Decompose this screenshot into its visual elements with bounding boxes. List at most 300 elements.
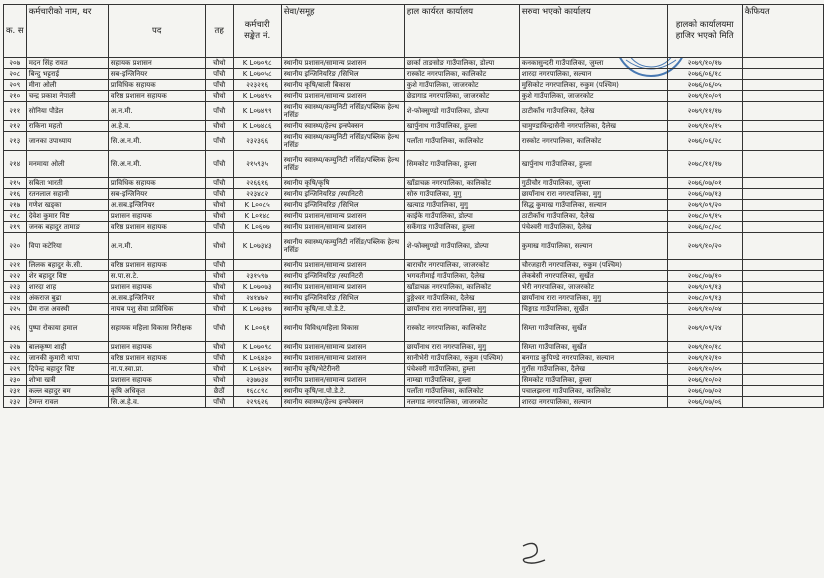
transfer-office-cell: छायाँनाथ रारा नगरपालिका, मुगु (519, 189, 667, 200)
post-cell: नायब पशु सेवा प्राविधिक (108, 304, 205, 315)
sn-cell: २२८ (4, 353, 27, 364)
post-cell: अ.न.मी. (108, 233, 205, 260)
remarks-cell (742, 342, 823, 353)
symbol-cell: K L०१४८ (233, 211, 281, 222)
sn-cell: २२३ (4, 282, 27, 293)
symbol-cell: K L०६४२५ (233, 364, 281, 375)
post-cell: सब-इन्जिनियर (108, 189, 205, 200)
level-cell: चौथो (205, 282, 233, 293)
name-cell: मदन सिंह रावत (26, 58, 108, 69)
current-office-cell: खाँडाचक्र नगरपालिका, कालिकोट (404, 282, 519, 293)
current-office-cell: कुशे गाउँपालिका, जाजरकोट (404, 80, 519, 91)
sn-cell: २२० (4, 233, 27, 260)
current-office-cell: छायाँनाथ रारा नगरपालिका, मुगु (404, 342, 519, 353)
join-date-cell: २०७६/०६/१८ (667, 69, 742, 80)
symbol-cell: K L०७०५८ (233, 69, 281, 80)
current-office-cell: छेडागाड नगरपालिका, जाजरकोट (404, 91, 519, 102)
join-date-cell: २०७९/१०/१५ (667, 121, 742, 132)
name-cell: कल्ल बहादुर बम (26, 386, 108, 397)
name-cell: पुष्पा रोकाया हमाल (26, 315, 108, 342)
sn-cell: २१४ (4, 151, 27, 178)
symbol-cell: K L०७४९९ (233, 102, 281, 121)
service-cell: स्थानीय प्रशासन/सामान्य प्रशासन (281, 342, 404, 353)
symbol-cell: K L०७०७३ (233, 282, 281, 293)
join-date-cell: २०७९/०९/१३ (667, 282, 742, 293)
post-cell: ना.प.स्वा.प्रा. (108, 364, 205, 375)
join-date-cell: २०७९/१०/०५ (667, 364, 742, 375)
service-cell: स्थानीय स्वास्थ्य/हेल्थ इन्स्पेक्सन (281, 121, 404, 132)
post-cell: अ.न.मी. (108, 102, 205, 121)
join-date-cell: २०७८/०९/१५ (667, 211, 742, 222)
symbol-cell: २२३२१६ (233, 80, 281, 91)
remarks-cell (742, 386, 823, 397)
current-office-cell: बाराचौर नगरपालिका, जाजरकोट (404, 260, 519, 271)
post-cell: प्राविधिक सहायक (108, 80, 205, 91)
remarks-cell (742, 91, 823, 102)
level-cell: चौथो (205, 91, 233, 102)
service-cell: स्थानीय कृषि/ना.पो.डे.टे. (281, 304, 404, 315)
symbol-cell: १६८८९८ (233, 386, 281, 397)
transfer-office-cell: रास्कोट नगरपालिका, कालिकोट (519, 132, 667, 151)
table-row (4, 386, 824, 397)
remarks-cell (742, 58, 823, 69)
service-cell: स्थानीय कृषि/कृषि (281, 178, 404, 189)
sn-cell: २२१ (4, 260, 27, 271)
table-row (4, 353, 824, 364)
level-cell: पाँचौ (205, 397, 233, 408)
transfer-office-cell: शारदा नगरपालिका, सल्यान (519, 69, 667, 80)
level-cell: पाँचौ (205, 132, 233, 151)
level-cell: चौथो (205, 121, 233, 132)
name-cell: रतनलाल सहानी (26, 189, 108, 200)
transfer-office-cell: पचालझरना गाउँपालिका, कालिकोट (519, 386, 667, 397)
post-cell: प्रशासन सहायक (108, 282, 205, 293)
name-cell: शेर बहादुर विष्ट (26, 271, 108, 282)
level-cell: पाँचौ (205, 315, 233, 342)
post-cell: वरिष्ठ प्रशासन सहायक (108, 260, 205, 271)
remarks-cell (742, 211, 823, 222)
transfer-office-cell: सिद्ध कुमाख गाउँपालिका, सल्यान (519, 200, 667, 211)
header-join-date: हालको कार्यालयमा हाजिर भएको मिति (667, 5, 742, 58)
current-office-cell: डुङ्गेश्वर गाउँपालिका, दैलेख (404, 293, 519, 304)
transfer-office-cell: खार्पुनाथ गाउँपालिका, हुम्ला (519, 151, 667, 178)
post-cell: अ.सब.इन्जिनियर (108, 293, 205, 304)
sn-cell: २१५ (4, 178, 27, 189)
header-level: तह (205, 5, 233, 58)
remarks-cell (742, 271, 823, 282)
symbol-cell: K L०७४८६ (233, 121, 281, 132)
service-cell: स्थानीय प्रशासन/सामान्य प्रशासन (281, 91, 404, 102)
level-cell: पाँचौ (205, 69, 233, 80)
remarks-cell (742, 102, 823, 121)
table-row (4, 132, 824, 151)
current-office-cell: नलगाड नगरपालिका, जाजरकोट (404, 397, 519, 408)
name-cell: अंकराज बुढा (26, 293, 108, 304)
transfer-office-cell: कुमाख गाउँपालिका, सल्यान (519, 233, 667, 260)
join-date-cell: २०७९/१०/१७ (667, 58, 742, 69)
current-office-cell: छार्का ताङसोङ गाउँपालिका, डोल्पा (404, 58, 519, 69)
table-row (4, 58, 824, 69)
sn-cell: २१२ (4, 121, 27, 132)
post-cell: प्रशासन सहायक (108, 342, 205, 353)
symbol-cell: K L००८५ (233, 200, 281, 211)
sn-cell: २१७ (4, 200, 27, 211)
service-cell: स्थानीय कृषि/भेटेरीनरी (281, 364, 404, 375)
level-cell: चौथो (205, 342, 233, 353)
remarks-cell (742, 375, 823, 386)
remarks-cell (742, 353, 823, 364)
level-cell: चौथो (205, 304, 233, 315)
symbol-cell: K L०७३४३ (233, 233, 281, 260)
signature (515, 538, 555, 566)
service-cell: स्थानीय प्रशासन/सामान्य प्रशासन (281, 375, 404, 386)
current-office-cell: खाँडाचक्र नगरपालिका, कालिकोट (404, 178, 519, 189)
service-cell: स्थानीय इन्जिनियरिङ /स्यानिटरी (281, 189, 404, 200)
transfer-table (3, 4, 824, 408)
join-date-cell: २०७९/०९/२० (667, 200, 742, 211)
post-cell: सहायक महिला विकास निरीक्षक (108, 315, 205, 342)
header-row (4, 5, 824, 58)
current-office-cell: काईके गाउँपालिका, डोल्पा (404, 211, 519, 222)
service-cell: स्थानीय इन्जिनियरिङ /स्यानिटरी (281, 271, 404, 282)
join-date-cell: २०७८/०९/१३ (667, 293, 742, 304)
symbol-cell: K L०६४३० (233, 353, 281, 364)
sn-cell: २१३ (4, 132, 27, 151)
header-service: सेवा/समूह (281, 5, 404, 58)
remarks-cell (742, 69, 823, 80)
transfer-office-cell: भेरी नगरपालिका, जाजरकोट (519, 282, 667, 293)
level-cell: चौथो (205, 364, 233, 375)
level-cell: पाँचौ (205, 80, 233, 91)
current-office-cell: रास्कोट नगरपालिका, कालिकोट (404, 69, 519, 80)
remarks-cell (742, 178, 823, 189)
current-office-cell: पलाँता गाउँपालिका, कालिकोट (404, 132, 519, 151)
sn-cell: २२९ (4, 364, 27, 375)
sn-cell: २१९ (4, 222, 27, 233)
transfer-office-cell: बनगाड कुपिण्डे नगरपालिका, सल्यान (519, 353, 667, 364)
sn-cell: २१८ (4, 211, 27, 222)
name-cell: जानकी कुमारी थापा (26, 353, 108, 364)
symbol-cell: २३१५९७ (233, 271, 281, 282)
table-row (4, 80, 824, 91)
service-cell: स्थानीय प्रशासन/सामान्य प्रशासन (281, 211, 404, 222)
table-row (4, 260, 824, 271)
transfer-office-cell: कुशे गाउँपालिका, जाजरकोट (519, 91, 667, 102)
remarks-cell (742, 293, 823, 304)
post-cell: वरिष्ठ प्रशासन सहायक (108, 91, 205, 102)
service-cell: स्थानीय इन्जिनियरिङ /सिभिल (281, 200, 404, 211)
name-cell: बालकृष्ण शाही (26, 342, 108, 353)
header-symbol: कर्मचारी सङ्केत नं. (233, 5, 281, 58)
current-office-cell: सिमकोट गाउँपालिका, हुम्ला (404, 151, 519, 178)
post-cell: कृषि अधिकृत (108, 386, 205, 397)
sn-cell: २११ (4, 102, 27, 121)
table-row (4, 211, 824, 222)
transfer-office-cell: सिमकोट गाउँपालिका, हुम्ला (519, 375, 667, 386)
current-office-cell: छायाँनाथ रारा नगरपालिका, मुगु (404, 304, 519, 315)
table-row (4, 189, 824, 200)
join-date-cell: २०७६/०६/२८ (667, 132, 742, 151)
post-cell: सि.अ.न.मी. (108, 132, 205, 151)
service-cell: स्थानीय स्वास्थ्य/कम्युनिटी नर्सिङ/पब्लिक हेल्थ नर्सिङ (281, 151, 404, 178)
transfer-office-cell: गुठीचौर गाउँपालिका, जुम्ला (519, 178, 667, 189)
symbol-cell: २३७७३४ (233, 375, 281, 386)
remarks-cell (742, 222, 823, 233)
level-cell: पाँचौ (205, 222, 233, 233)
service-cell: स्थानीय स्वास्थ्य/हेल्थ इन्स्पेक्सन (281, 397, 404, 408)
symbol-cell: २१५९३५ (233, 151, 281, 178)
symbol-cell: K L०७०९८ (233, 58, 281, 69)
remarks-cell (742, 282, 823, 293)
name-cell: दिपेन्द्र बहादुर विष्ट (26, 364, 108, 375)
join-date-cell: २०७९/०९/२४ (667, 315, 742, 342)
level-cell: चौथो (205, 200, 233, 211)
post-cell: अ.सब.इन्जिनियर (108, 200, 205, 211)
transfer-office-cell: चामुण्डाविन्द्रासैनी नगरपालिका, दैलेख (519, 121, 667, 132)
name-cell: सोनिया पौडेल (26, 102, 108, 121)
level-cell: चौथो (205, 58, 233, 69)
name-cell: राकिना महतो (26, 121, 108, 132)
table-row (4, 271, 824, 282)
transfer-office-cell: चौरजहारी नगरपालिका, रुकुम (पश्चिम) (519, 260, 667, 271)
sn-cell: २१० (4, 91, 27, 102)
post-cell: प्रशासन सहायक (108, 375, 205, 386)
table-row (4, 121, 824, 132)
remarks-cell (742, 397, 823, 408)
table-row (4, 102, 824, 121)
level-cell: पाँचौ (205, 353, 233, 364)
transfer-office-cell: मुसिकोट नगरपालिका, रुकुम (पश्चिम) (519, 80, 667, 91)
transfer-office-cell: सिम्ता गाउँपालिका, सुर्खेत (519, 342, 667, 353)
table-row (4, 178, 824, 189)
sn-cell: २२६ (4, 315, 27, 342)
sn-cell: २०९ (4, 80, 27, 91)
sn-cell: २३० (4, 375, 27, 386)
post-cell: प्रशासन सहायक (108, 211, 205, 222)
header-sn: क. स (4, 5, 27, 58)
header-name: कर्मचारीको नाम, थर (26, 5, 108, 58)
symbol-cell: K L०७३१७ (233, 304, 281, 315)
table-row (4, 375, 824, 386)
symbol-cell: २२३४८२ (233, 189, 281, 200)
join-date-cell: २०७९/१०/०४ (667, 304, 742, 315)
current-office-cell: रास्कोट नगरपालिका, कालिकोट (404, 315, 519, 342)
sn-cell: २३१ (4, 386, 27, 397)
service-cell: स्थानीय प्रशासन/सामान्य प्रशासन (281, 260, 404, 271)
symbol-cell: २२९६२६ (233, 397, 281, 408)
remarks-cell (742, 151, 823, 178)
remarks-cell (742, 364, 823, 375)
remarks-cell (742, 80, 823, 91)
name-cell: लिलक बहादुर के.सी. (26, 260, 108, 271)
table-row (4, 69, 824, 80)
name-cell: देवेश कुमार विष्ट (26, 211, 108, 222)
remarks-cell (742, 200, 823, 211)
remarks-cell (742, 189, 823, 200)
post-cell: प्राविधिक सहायक (108, 178, 205, 189)
sn-cell: २१६ (4, 189, 27, 200)
table-row (4, 342, 824, 353)
header-remarks: कैफियत (742, 5, 823, 58)
sn-cell: २०८ (4, 69, 27, 80)
join-date-cell: २०७९/१०/०९ (667, 91, 742, 102)
post-cell: वरिष्ठ प्रशासन सहायक (108, 353, 205, 364)
current-office-cell: शे-फोक्सुण्डो गाउँपालिका, डोल्पा (404, 233, 519, 260)
symbol-cell: K L०६०७ (233, 222, 281, 233)
service-cell: स्थानीय इन्जिनियरिङ /सिभिल (281, 293, 404, 304)
current-office-cell: सर्केगाड गाउँपालिका, हुम्ला (404, 222, 519, 233)
table-row (4, 304, 824, 315)
service-cell: स्थानीय प्रशासन/सामान्य प्रशासन (281, 222, 404, 233)
name-cell: जानका उपाध्याय (26, 132, 108, 151)
current-office-cell: पंचेश्वरी गाउँपालिका, हुम्ला (404, 364, 519, 375)
name-cell: विपा कटेरिया (26, 233, 108, 260)
current-office-cell: भगवतीमाई गाउँपालिका, दैलेख (404, 271, 519, 282)
symbol-cell: K L००६१ (233, 315, 281, 342)
transfer-office-cell: चिङ्गाड गाउँपालिका, सुर्खेत (519, 304, 667, 315)
transfer-office-cell: शारदा नगरपालिका, सल्यान (519, 397, 667, 408)
join-date-cell: २०७९/१२/१० (667, 353, 742, 364)
transfer-office-cell: सिम्ता गाउँपालिका, सुर्खेत (519, 315, 667, 342)
table-body (4, 58, 824, 408)
name-cell: चन्द्र प्रकाश नेपाली (26, 91, 108, 102)
join-date-cell (667, 260, 742, 271)
join-date-cell: २०७८/११/१७ (667, 151, 742, 178)
join-date-cell: २०७६/०८/०८ (667, 222, 742, 233)
level-cell: पाँचौ (205, 189, 233, 200)
remarks-cell (742, 260, 823, 271)
current-office-cell: खत्याड गाउँपालिका, मुगु (404, 200, 519, 211)
sn-cell: २०७ (4, 58, 27, 69)
sn-cell: २२७ (4, 342, 27, 353)
sn-cell: २२४ (4, 293, 27, 304)
transfer-office-cell: गुराँस गाउँपालिका, दैलेख (519, 364, 667, 375)
post-cell: सि.अ.न.मी. (108, 151, 205, 178)
sn-cell: २३२ (4, 397, 27, 408)
join-date-cell: २०७९/११/१७ (667, 102, 742, 121)
symbol-cell: K L०७०९८ (233, 342, 281, 353)
remarks-cell (742, 233, 823, 260)
current-office-cell: सोरु गाउँपालिका, मुगु (404, 189, 519, 200)
sn-cell: २२५ (4, 304, 27, 315)
transfer-office-cell: कनकासुन्दरी गाउँपालिका, जुम्ला (519, 58, 667, 69)
post-cell: अ.हे.व. (108, 121, 205, 132)
table-row (4, 293, 824, 304)
name-cell: मीना ओली (26, 80, 108, 91)
post-cell: स.पा.स.टे. (108, 271, 205, 282)
current-office-cell: पलाँता गाउँपालिका, कालिकोट (404, 386, 519, 397)
table-row (4, 222, 824, 233)
level-cell: पाँचौ (205, 178, 233, 189)
table-row (4, 364, 824, 375)
symbol-cell (233, 260, 281, 271)
current-office-cell: शे-फोक्सुण्डो गाउँपालिका, डोल्पा (404, 102, 519, 121)
transfer-office-cell: लेकबेसी नगरपालिका, सुर्खेत (519, 271, 667, 282)
post-cell: सब-इन्जिनियर (108, 69, 205, 80)
table-row (4, 233, 824, 260)
name-cell: गणेश खड्का (26, 200, 108, 211)
post-cell: वरिष्ठ प्रशासन सहायक (108, 222, 205, 233)
join-date-cell: २०७९/१०/१८ (667, 342, 742, 353)
symbol-cell: K L०७४९५ (233, 91, 281, 102)
service-cell: स्थानीय स्वास्थ्य/कम्युनिटी नर्सिङ/पब्लिक हेल्थ नर्सिङ (281, 132, 404, 151)
level-cell: चौथो (205, 293, 233, 304)
table-row (4, 151, 824, 178)
sn-cell: २२२ (4, 271, 27, 282)
level-cell: पाँचौ (205, 151, 233, 178)
name-cell: जनक बहादुर तामाङ (26, 222, 108, 233)
remarks-cell (742, 132, 823, 151)
service-cell: स्थानीय स्वास्थ्य/कम्युनिटी नर्सिङ/पब्लिक हेल्थ नर्सिङ (281, 233, 404, 260)
header-transfer-office: सरुवा भएको कार्यालय (519, 5, 667, 58)
remarks-cell (742, 315, 823, 342)
name-cell: शारदा शाह (26, 282, 108, 293)
name-cell: बिन्दु भट्टराई (26, 69, 108, 80)
symbol-cell: २३२३६६ (233, 132, 281, 151)
name-cell: प्रेम राज अवस्थी (26, 304, 108, 315)
level-cell: चौथो (205, 375, 233, 386)
post-cell: सि.अ.हे.व. (108, 397, 205, 408)
table-row (4, 315, 824, 342)
table-row (4, 91, 824, 102)
transfer-office-cell: ठाटीकाँध गाउँपालिका, दैलेख (519, 102, 667, 121)
level-cell: चौथो (205, 233, 233, 260)
current-office-cell: सानीभेरी गाउँपालिका, रुकुम (पश्चिम) (404, 353, 519, 364)
name-cell: सबिता भारती (26, 178, 108, 189)
post-cell: सहायक प्रशासन (108, 58, 205, 69)
remarks-cell (742, 304, 823, 315)
join-date-cell: २०७६/०७/०६ (667, 397, 742, 408)
remarks-cell (742, 121, 823, 132)
header-current-office: हाल कार्यरत कार्यालय (404, 5, 519, 58)
service-cell: स्थानीय प्रशासन/सामान्य प्रशासन (281, 353, 404, 364)
level-cell: पाँचौ (205, 260, 233, 271)
join-date-cell: २०७९/१०/२० (667, 233, 742, 260)
join-date-cell: २०७६/०६/०५ (667, 80, 742, 91)
table-row (4, 282, 824, 293)
current-office-cell: नाम्खा गाउँपालिका, हुम्ला (404, 375, 519, 386)
service-cell: स्थानीय विविध/महिला विकास (281, 315, 404, 342)
service-cell: स्थानीय कृषि/ना.पो.डे.टे. (281, 386, 404, 397)
transfer-office-cell: छायाँनाथ रारा नगरपालिका, मुगु (519, 293, 667, 304)
name-cell: शोभा खत्री (26, 375, 108, 386)
join-date-cell: २०७६/१०/०२ (667, 375, 742, 386)
join-date-cell: २०७६/०७/०१ (667, 178, 742, 189)
symbol-cell: २४१४७२ (233, 293, 281, 304)
name-cell: मनमाया ओली (26, 151, 108, 178)
join-date-cell: २०७६/०७/०२ (667, 386, 742, 397)
symbol-cell: २२६६१६ (233, 178, 281, 189)
service-cell: स्थानीय प्रशासन/सामान्य प्रशासन (281, 58, 404, 69)
current-office-cell: खार्पुनाथ गाउँपालिका, हुम्ला (404, 121, 519, 132)
table-row (4, 397, 824, 408)
service-cell: स्थानीय स्वास्थ्य/कम्युनिटी नर्सिङ/पब्लिक हेल्थ नर्सिङ (281, 102, 404, 121)
level-cell: चौथो (205, 271, 233, 282)
join-date-cell: २०७६/०७/१३ (667, 189, 742, 200)
level-cell: पाँचौ (205, 102, 233, 121)
service-cell: स्थानीय कृषि/बाली बिकास (281, 80, 404, 91)
service-cell: स्थानीय प्रशासन/सामान्य प्रशासन (281, 282, 404, 293)
table-row (4, 200, 824, 211)
header-post: पद (108, 5, 205, 58)
transfer-office-cell: पंचेश्वरी गाउँपालिका, दैलेख (519, 222, 667, 233)
name-cell: टेमन्त रावल (26, 397, 108, 408)
level-cell: चौथो (205, 211, 233, 222)
transfer-office-cell: ठाटीकाँध गाउँपालिका, दैलेख (519, 211, 667, 222)
service-cell: स्थानीय इन्जिनियरिङ /सिभिल (281, 69, 404, 80)
join-date-cell: २०७८/०७/१० (667, 271, 742, 282)
level-cell: छैठौं (205, 386, 233, 397)
